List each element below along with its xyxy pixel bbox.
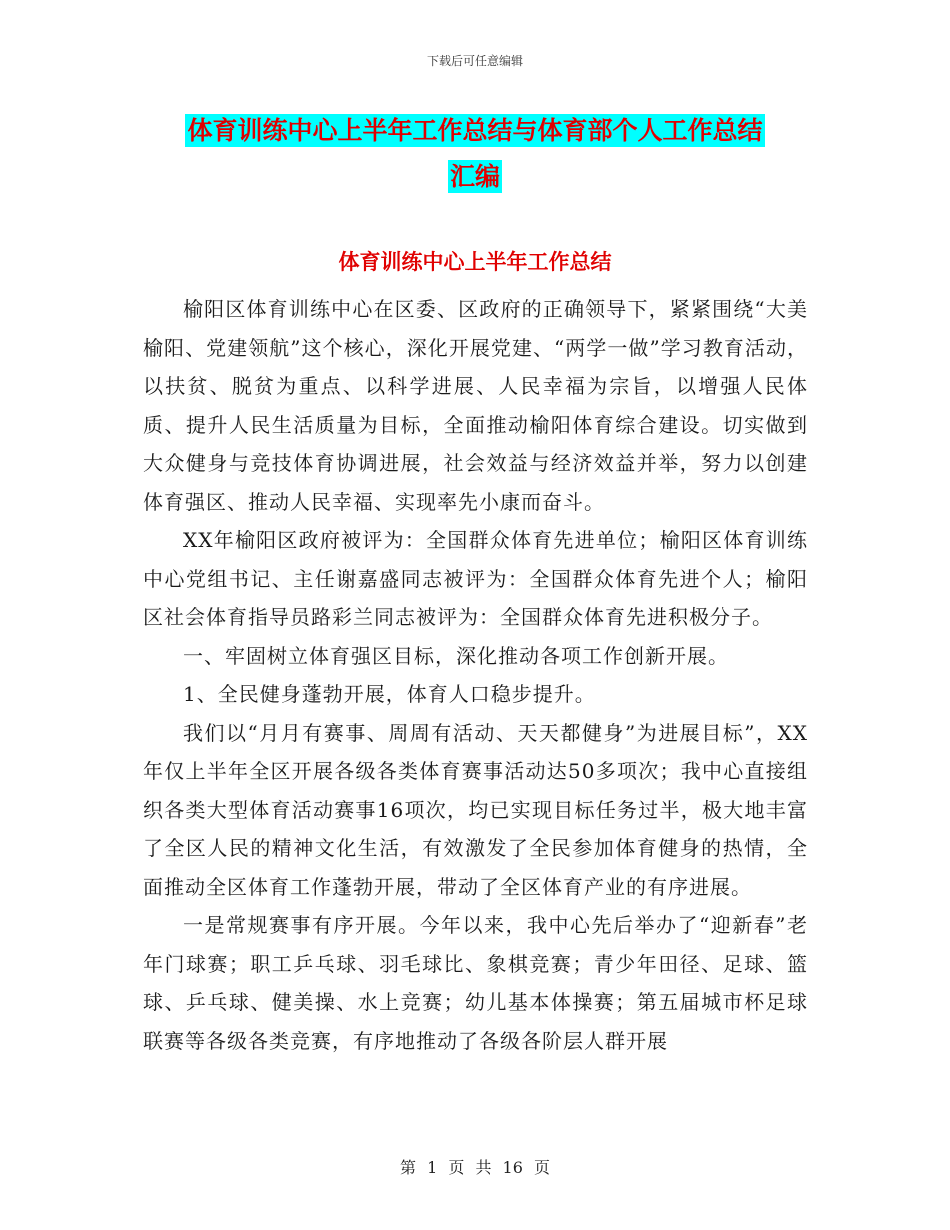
paragraph: 一是常规赛事有序开展。今年以来，我中心先后举办了“迎新春”老年门球赛；职工乒乓球、羽毛球比、象棋竞赛；青少年田径、足球、篮球、乒乓球、健美操、水上竞赛；幼儿基本体操赛；第五届城市杯足球联赛等各级各类竞赛，有序地推动了各级各阶层人群开展	[143, 913, 808, 1053]
paragraph: 一、牢固树立体育强区目标，深化推动各项工作创新开展。	[183, 643, 729, 668]
document-title-line-2: 汇编	[449, 162, 500, 191]
paragraph: 我们以“月月有赛事、周周有活动、天天都健身”为进展目标”，XX年仅上半年全区开展各级各类体育赛事活动达50多项次；我中心直接组织各类大型体育活动赛事16项次，均已实现目标任务过半，极大地丰富了全区人民的精神文化生活，有效激发了全民参加体育健身的热情，全面推动全区体育工作蓬勃开展，带动了全区体育产业的有序进展。	[143, 720, 808, 899]
document-title-line-1: 体育训练中心上半年工作总结与体育部个人工作总结	[187, 116, 763, 145]
body-text	[143, 290, 808, 1060]
document-title	[140, 108, 810, 200]
paragraph: 1、全民健身蓬勃开展，体育人口稳步提升。	[183, 682, 596, 706]
paragraph: XX年榆阳区政府被评为：全国群众体育先进单位；榆阳区体育训练中心党组书记、主任谢嘉盛同志被评为：全国群众体育先进个人；榆阳区社会体育指导员路彩兰同志被评为：全国群众体育先进积极分子。	[143, 528, 808, 629]
page-footer: 第 1 页 共 16 页	[400, 1158, 550, 1177]
paragraph: 榆阳区体育训练中心在区委、区政府的正确领导下，紧紧围绕“大美榆阳、党建领航”这个核心，深化开展党建、“两学一做”学习教育活动，以扶贫、脱贫为重点、以科学进展、人民幸福为宗旨，以增强人民体质、提升人民生活质量为目标，全面推动榆阳体育综合建设。切实做到大众健身与竞技体育协调进展，社会效益与经济效益并举，努力以创建体育强区、推动人民幸福、实现率先小康而奋斗。	[143, 297, 808, 514]
section-title: 体育训练中心上半年工作总结	[338, 250, 612, 274]
header-note: 下载后可任意编辑	[426, 54, 523, 68]
